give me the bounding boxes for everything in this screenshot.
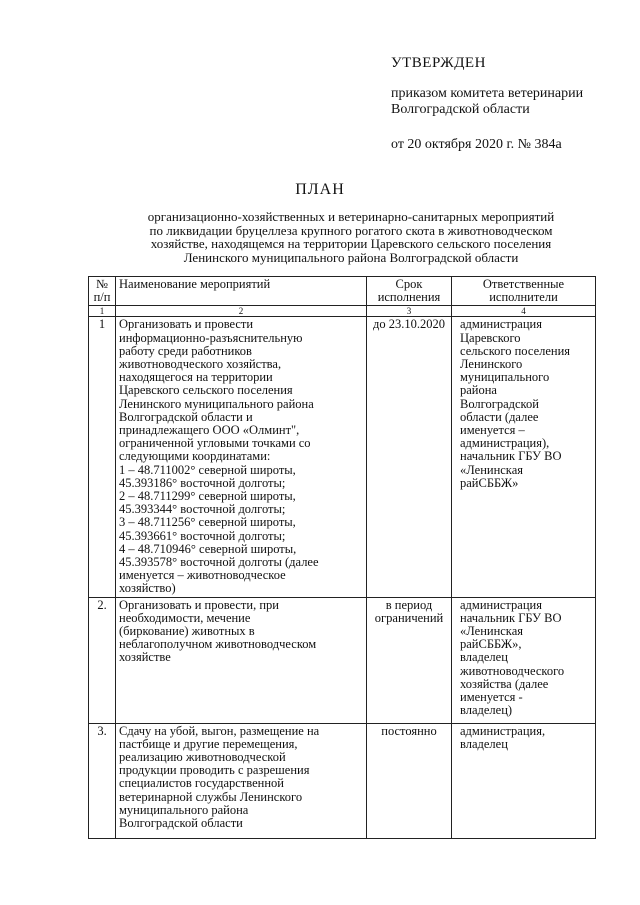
term-line: постоянно bbox=[381, 723, 437, 738]
activity-line: 45.393344° восточной долготы; bbox=[119, 502, 286, 517]
activity-line: информационно-разъяснительную bbox=[119, 330, 303, 345]
table-row bbox=[89, 317, 596, 597]
responsible-line: Волгоградской bbox=[460, 396, 539, 411]
responsible-line: владелец bbox=[460, 736, 508, 751]
activity-line: реализацию животноводческой bbox=[119, 750, 286, 765]
activity-line: Волгоградской области и bbox=[119, 409, 253, 424]
approval-block bbox=[391, 55, 583, 153]
table-body bbox=[89, 317, 596, 838]
responsible-line: «Ленинская bbox=[460, 462, 523, 477]
responsible-line: администрация), bbox=[460, 436, 550, 451]
activity-line: ограниченной угловыми точками со bbox=[119, 436, 311, 451]
approval-line-1: приказом комитета ветеринарии bbox=[391, 86, 584, 101]
responsible-line: «Ленинская bbox=[460, 624, 523, 639]
activity-line: Организовать и провести, при bbox=[119, 597, 279, 612]
activity-line: 1 – 48.711002° северной широты, bbox=[119, 462, 296, 477]
activity-line: работу среди работников bbox=[119, 343, 252, 358]
approval-line-2: Волгоградской области bbox=[391, 102, 530, 117]
activity-line: животноводческого хозяйства, bbox=[119, 357, 282, 372]
activity-line: хозяйстве bbox=[119, 650, 171, 665]
activity-cell bbox=[116, 597, 367, 723]
header-number: № п/п bbox=[89, 277, 116, 306]
activity-line: специалистов государственной bbox=[119, 776, 284, 791]
activity-line: следующими координатами: bbox=[119, 449, 271, 464]
responsible-line: именуется – bbox=[460, 423, 525, 438]
responsible-line: администрация, bbox=[460, 723, 546, 738]
activity-line: необходимости, мечение bbox=[119, 610, 251, 625]
responsible-line: животноводческого bbox=[460, 663, 565, 678]
activity-line: муниципального района bbox=[119, 802, 249, 817]
responsible-line: Ленинского bbox=[460, 357, 523, 372]
row-number: 2. bbox=[89, 597, 116, 723]
activity-line: именуется – животноводческое bbox=[119, 568, 286, 583]
responsible-line: владелец) bbox=[460, 703, 513, 718]
table-header-row bbox=[89, 277, 596, 306]
activity-line: пастбище и другие перемещения, bbox=[119, 736, 298, 751]
responsible-line: муниципального bbox=[460, 370, 550, 385]
header-term: Срок исполнения bbox=[367, 277, 452, 306]
table-row bbox=[89, 597, 596, 723]
responsible-line: хозяйства (далее bbox=[460, 676, 549, 691]
responsible-line: начальник ГБУ ВО bbox=[460, 610, 562, 625]
activity-cell bbox=[116, 317, 367, 597]
column-number: 2 bbox=[116, 306, 367, 317]
activity-line: неблагополучном животноводческом bbox=[119, 637, 317, 652]
responsible-line: области (далее bbox=[460, 409, 539, 424]
row-number: 3. bbox=[89, 723, 116, 838]
responsible-cell bbox=[452, 597, 596, 723]
activity-line: Сдачу на убой, выгон, размещение на bbox=[119, 723, 320, 738]
responsible-line: администрация bbox=[460, 317, 542, 332]
approval-date: от 20 октября 2020 г. № 384а bbox=[391, 137, 562, 152]
responsible-line: именуется - bbox=[460, 690, 523, 705]
responsible-line: начальник ГБУ ВО bbox=[460, 449, 562, 464]
activity-line: 4 – 48.710946° северной широты, bbox=[119, 541, 297, 556]
responsible-line: владелец bbox=[460, 650, 508, 665]
column-number-row bbox=[89, 306, 596, 317]
responsible-line: райСББЖ», bbox=[460, 637, 522, 652]
plan-table bbox=[88, 276, 596, 839]
activity-line: (биркование) животных в bbox=[119, 624, 255, 639]
responsible-cell bbox=[452, 723, 596, 838]
term-cell bbox=[367, 723, 452, 838]
activity-cell bbox=[116, 723, 367, 838]
subtitle-line: по ликвидации бруцеллеза крупного рогатого скота в животноводческом bbox=[149, 222, 553, 238]
approval-title: УТВЕРЖДЕН bbox=[391, 55, 486, 71]
subtitle-line: Ленинского муниципального района Волгоградской области bbox=[183, 249, 519, 265]
activity-line: Организовать и провести bbox=[119, 317, 254, 332]
header-responsible: Ответственные исполнители bbox=[452, 277, 596, 306]
column-number: 3 bbox=[367, 306, 452, 317]
term-cell bbox=[367, 597, 452, 723]
header-activity: Наименование мероприятий bbox=[116, 277, 367, 306]
table-row bbox=[89, 723, 596, 838]
plan-title: ПЛАН bbox=[295, 181, 345, 198]
activity-line: находящегося на территории bbox=[119, 370, 273, 385]
column-number: 1 bbox=[89, 306, 116, 317]
activity-line: 45.393186° восточной долготы; bbox=[119, 475, 286, 490]
term-line: ограничений bbox=[374, 610, 444, 625]
responsible-cell bbox=[452, 317, 596, 597]
term-cell bbox=[367, 317, 452, 597]
responsible-line: Царевского bbox=[460, 330, 521, 345]
activity-line: Царевского сельского поселения bbox=[119, 383, 293, 398]
activity-line: 45.393578° восточной долготы (далее bbox=[119, 555, 319, 570]
responsible-line: сельского поселения bbox=[460, 343, 571, 358]
responsible-line: администрация bbox=[460, 597, 542, 612]
term-line: в период bbox=[385, 597, 433, 612]
subtitle-line: организационно-хозяйственных и ветеринарно-санитарных мероприятий bbox=[147, 209, 555, 224]
activity-line: продукции проводить с разрешения bbox=[119, 763, 310, 778]
activity-line: Ленинского муниципального района bbox=[119, 396, 314, 411]
term-line: до 23.10.2020 bbox=[373, 317, 445, 332]
activity-line: Волгоградской области bbox=[119, 816, 243, 831]
activity-line: хозяйство) bbox=[119, 581, 176, 596]
plan-subtitle bbox=[108, 210, 594, 264]
responsible-line: района bbox=[460, 383, 497, 398]
activity-line: 2 – 48.711299° северной широты, bbox=[119, 489, 296, 504]
subtitle-line: хозяйстве, находящемся на территории Царевского сельского поселения bbox=[150, 236, 552, 251]
activity-line: 3 – 48.711256° северной широты, bbox=[119, 515, 296, 530]
activity-line: 45.393661° восточной долготы; bbox=[119, 528, 286, 543]
activity-line: ветеринарной службы Ленинского bbox=[119, 789, 303, 804]
activity-line: принадлежащего ООО «Олминт", bbox=[119, 423, 300, 438]
row-number: 1 bbox=[89, 317, 116, 597]
column-number: 4 bbox=[452, 306, 596, 317]
responsible-line: райСББЖ» bbox=[460, 475, 519, 490]
